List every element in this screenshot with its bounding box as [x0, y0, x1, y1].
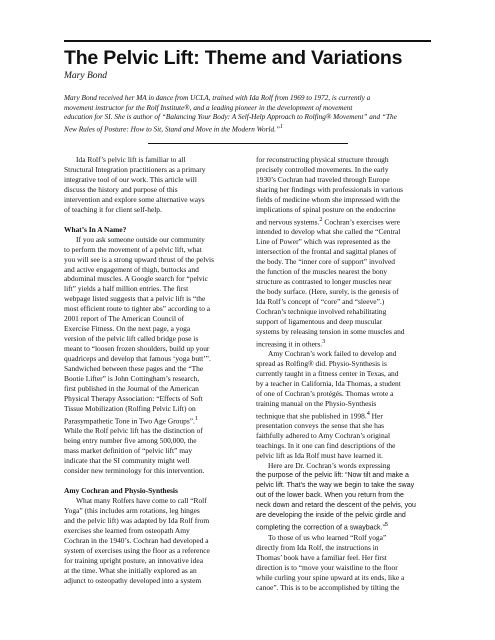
article-title: The Pelvic Lift: Theme and Variations	[64, 47, 403, 69]
text-line	[64, 245, 240, 255]
text-line	[256, 399, 432, 409]
text-line	[64, 205, 240, 215]
line-text: and nervous systems.	[256, 217, 320, 227]
text-line	[256, 257, 432, 267]
text-line	[256, 327, 432, 337]
line-text: Here are Dr. Cochran’s words expressing	[268, 461, 391, 471]
text-line	[256, 337, 432, 349]
text-line	[256, 471, 432, 481]
line-text: at the time. What she initially explored as an	[64, 565, 197, 575]
text-line	[64, 304, 240, 314]
footnote-ref: 1	[194, 414, 198, 422]
text-line	[256, 451, 432, 461]
line-text: the function of the muscles nearest the bony	[256, 266, 388, 276]
text-line	[64, 324, 240, 334]
text-line	[256, 533, 432, 543]
line-text: Bootie Lifter” is John Cottingham’s research,	[64, 374, 200, 384]
line-text: Amy Cochran and Physio-Synthesis	[64, 486, 178, 496]
line-text: What’s In A Name?	[64, 224, 127, 234]
line-text: neck down and retard the descent of the pelvis, you	[256, 501, 416, 509]
text-line	[256, 195, 432, 205]
line-text: and active engagement of thigh, buttocks and	[64, 264, 199, 274]
line-text: Parasympathetic Tone in Two Age Groups”.	[64, 416, 195, 426]
footnote-ref: 1	[279, 123, 283, 130]
text-line	[64, 446, 240, 456]
line-text: teachings. In it one can find descriptions of the	[256, 441, 396, 451]
text-column-right	[256, 155, 432, 593]
bio-line: Mary Bond received her MA in dance from UCLA, trained with Ida Rolf from 1969 to 1972, is currently a	[64, 94, 371, 102]
text-line	[64, 165, 240, 175]
paragraph-gap	[64, 476, 240, 486]
line-text: Amy Cochran’s work failed to develop and	[268, 349, 397, 359]
text-line	[256, 389, 432, 399]
line-text: webpage listed suggests that a pelvic lift is “the	[64, 294, 206, 304]
line-text: Ida Rolf’s pelvic lift is familiar to all	[76, 155, 186, 164]
text-line	[256, 237, 432, 247]
text-column-left	[64, 155, 240, 586]
text-line	[64, 394, 240, 404]
author-bio	[64, 94, 432, 135]
bio-line: education for SI. She is author of “Balancing Your Body: A Self-Help Approach to Rolfing® Movement” and “The	[64, 113, 397, 122]
line-text: of teaching it for client self-help.	[64, 204, 162, 214]
text-line	[256, 491, 432, 501]
line-text: quadriceps and develop that famous ‘yoga butt’”.	[64, 354, 211, 364]
line-text: Cochran in the 1940’s. Cochran had developed a	[64, 535, 209, 545]
line-text: of one of Cochran’s protégés. Thomas wrote a	[256, 388, 394, 398]
text-line	[256, 175, 432, 185]
line-text: direction is to “move your waistline to the floor	[256, 562, 398, 572]
line-text: Physical Therapy Association: “Effects of Soft	[64, 393, 203, 403]
text-line	[256, 185, 432, 195]
text-line	[64, 384, 240, 394]
line-text: Ida Rolf’s concept of “core” and “sleeve”.)	[256, 296, 385, 306]
line-text-continued: Her	[369, 411, 383, 421]
text-line	[64, 526, 240, 536]
line-text: faithfully adhered to Amy Cochran’s original	[256, 431, 391, 441]
bio-line	[64, 123, 432, 135]
paragraph-gap	[64, 215, 240, 225]
text-line	[256, 379, 432, 389]
text-line	[256, 317, 432, 327]
line-text: and the pelvic lift) was adapted by Ida Rolf from	[64, 515, 210, 525]
text-line	[256, 441, 432, 451]
text-line	[64, 364, 240, 374]
line-text: the purpose of the pelvic lift: “Now tilt and make a	[256, 472, 409, 479]
text-line	[256, 287, 432, 297]
footnote-ref: 4	[366, 409, 370, 417]
text-line	[64, 354, 240, 364]
line-text: lift” yields a half million entries. The first	[64, 284, 189, 294]
section-heading	[64, 486, 240, 496]
line-text: 2001 report of The American Council of	[64, 314, 185, 324]
line-text: you will see is a strong upward thrust of the pelvis	[64, 254, 214, 264]
line-text: implications of spinal posture on the endocrine	[256, 204, 396, 214]
line-text: sharing her findings with professionals in various	[256, 184, 404, 194]
line-text: abdominal muscles. A Google search for “pelvic	[64, 274, 208, 284]
line-text: intersection of the frontal and sagittal planes of	[256, 247, 397, 257]
text-line	[64, 466, 240, 476]
line-text: Yoga” (this includes arm rotations, leg hinges	[64, 505, 200, 515]
line-text: currently taught in a fitness center in Texas, and	[256, 368, 399, 378]
text-line	[256, 553, 432, 563]
text-line	[256, 521, 432, 533]
text-line	[64, 344, 240, 354]
line-text: Tissue Mobilization (Rolfing Pelvic Lift) on	[64, 403, 196, 413]
line-text: intended to develop what she called the “Central	[256, 227, 401, 237]
line-text: directly from Ida Rolf, the instructions in	[256, 543, 379, 552]
line-text: by a teacher in California, Ida Thomas, a student	[256, 378, 401, 388]
line-text: for training upright posture, an innovative idea	[64, 555, 204, 565]
text-line	[64, 546, 240, 556]
text-line	[64, 516, 240, 526]
line-text: are developing the inside of the pelvic girdle and	[256, 511, 406, 519]
line-text: Exercise Fitness. On the next page, a yoga	[64, 324, 191, 334]
text-line	[256, 227, 432, 237]
line-text: What many Rolfers have come to call “Rolf	[76, 495, 207, 505]
text-line	[64, 404, 240, 414]
line-text: mass market definition of “pelvic lift” may	[64, 446, 193, 456]
line-text: meant to “loosen frozen shoulders, build up your	[64, 344, 210, 354]
line-text: for reconstructing physical structure through	[256, 155, 389, 164]
text-line	[64, 255, 240, 265]
text-line	[256, 563, 432, 573]
line-text: spread as Rolfing® did. Physio-Synthesis is	[256, 359, 387, 369]
line-text: first published in the Journal of the American	[64, 383, 199, 393]
footnote-ref: 5	[384, 521, 389, 528]
text-line	[64, 185, 240, 195]
article-author: Mary Bond	[64, 71, 108, 81]
line-text: exercises she learned from osteopath Amy	[64, 525, 190, 535]
line-text: system of exercises using the floor as a reference	[64, 545, 210, 555]
bio-line: movement instructor for the Rolf Institute®, and a leading pioneer in the development of movement	[64, 103, 353, 112]
line-text: While the Rolf pelvic lift has the distinction of	[64, 426, 203, 436]
text-line	[256, 481, 432, 491]
line-text: the body. The “inner core of support” involved	[256, 257, 395, 267]
line-text: systems by releasing tension in some muscles and	[256, 326, 405, 336]
text-line	[64, 175, 240, 185]
text-line	[256, 359, 432, 369]
text-line	[64, 496, 240, 506]
text-line	[64, 314, 240, 324]
line-text: most efficient route to tighter abs” according to a	[64, 304, 211, 314]
text-line	[256, 349, 432, 359]
line-text: technique that she published in 1998.	[256, 411, 367, 421]
text-line	[256, 297, 432, 307]
text-line	[64, 426, 240, 436]
section-divider	[148, 143, 348, 144]
line-text: structure as contrasted to longer muscles near	[256, 276, 392, 286]
text-line	[256, 307, 432, 317]
text-line	[64, 195, 240, 205]
line-text: completing the correction of a swayback.”	[256, 524, 385, 532]
line-text: pelvic lift as Ida Rolf must have learned it.	[256, 451, 384, 461]
text-line	[64, 536, 240, 546]
footnote-ref: 2	[319, 215, 323, 223]
text-line	[64, 235, 240, 245]
text-line	[64, 155, 240, 165]
line-text: discuss the history and purpose of this	[64, 184, 178, 194]
text-line	[256, 501, 432, 511]
text-line	[256, 215, 432, 227]
line-text: Line of Power” which was represented as the	[256, 237, 391, 247]
line-text: adjunct to osteopathy developed into a system	[64, 575, 202, 585]
text-line	[256, 511, 432, 521]
text-line	[256, 431, 432, 441]
line-text: indicate that the SI community might well	[64, 456, 190, 466]
text-line	[64, 274, 240, 284]
text-line	[256, 583, 432, 593]
text-line	[64, 334, 240, 344]
line-text: Structural Integration practitioners as a primary	[64, 164, 206, 174]
line-text: canoe”. This is to be accomplished by tilting the	[256, 582, 400, 592]
text-line	[256, 573, 432, 583]
line-text: out of the lower back. When you return from the	[256, 491, 404, 499]
line-text: the body surface. (Here, surely, is the genesis of	[256, 286, 399, 296]
line-text-continued: Cochran’s exercises were	[322, 217, 400, 227]
line-text: training manual on the Physio-Synthesis	[256, 398, 377, 408]
line-text: pelvic lift. That’s the way we begin to take the sway	[256, 481, 415, 489]
text-line	[64, 576, 240, 586]
line-text: to perform the movement of a pelvic lift, what	[64, 244, 202, 254]
line-text: Cochran’s technique involved rehabilitating	[256, 306, 387, 316]
bio-line-text: New Rules of Posture: How to Sit, Stand and Move in the Modern World.”	[64, 125, 280, 134]
line-text: consider new terminology for this intervention.	[64, 466, 205, 476]
line-text: being entry number five among 500,000, the	[64, 436, 197, 446]
line-text: while curling your spine upward at its ends, like a	[256, 572, 405, 582]
line-text: increasing it in others.	[256, 339, 323, 349]
text-line	[256, 277, 432, 287]
text-line	[256, 421, 432, 431]
footnote-ref: 3	[322, 337, 326, 345]
text-line	[64, 556, 240, 566]
text-line	[64, 374, 240, 384]
line-text: To those of us who learned “Rolf yoga”	[268, 533, 387, 543]
text-line	[256, 461, 432, 471]
line-text: Sandwiched between these pages and the “The	[64, 364, 204, 374]
text-line	[64, 566, 240, 576]
line-text: fields of medicine whom she impressed with the	[256, 194, 400, 204]
text-line	[256, 165, 432, 175]
text-line	[64, 436, 240, 446]
text-line	[256, 369, 432, 379]
text-line	[256, 409, 432, 421]
text-line	[256, 267, 432, 277]
section-heading	[64, 225, 240, 235]
top-rule	[64, 40, 431, 42]
text-line	[64, 265, 240, 275]
text-line	[64, 294, 240, 304]
text-line	[256, 543, 432, 553]
text-line	[64, 414, 240, 426]
line-text: presentation conveys the sense that she has	[256, 421, 385, 431]
line-text: version of the pelvic lift called bridge pose is	[64, 334, 199, 344]
line-text: Thomas’ book have a familiar feel. Her first	[256, 552, 387, 562]
text-line	[256, 205, 432, 215]
line-text: support of ligamentous and deep muscular	[256, 316, 383, 326]
text-line	[64, 456, 240, 466]
line-text: 1930’s Cochran had traveled through Europe	[256, 174, 390, 184]
line-text: precisely controlled movements. In the early	[256, 164, 389, 174]
text-line	[256, 247, 432, 257]
line-text: intervention and explore some alternative ways	[64, 194, 205, 204]
line-text: integrative tool of our work. This article will	[64, 174, 197, 184]
text-line	[64, 284, 240, 294]
text-line	[64, 506, 240, 516]
line-text: If you ask someone outside our community	[76, 234, 205, 244]
text-line	[256, 155, 432, 165]
